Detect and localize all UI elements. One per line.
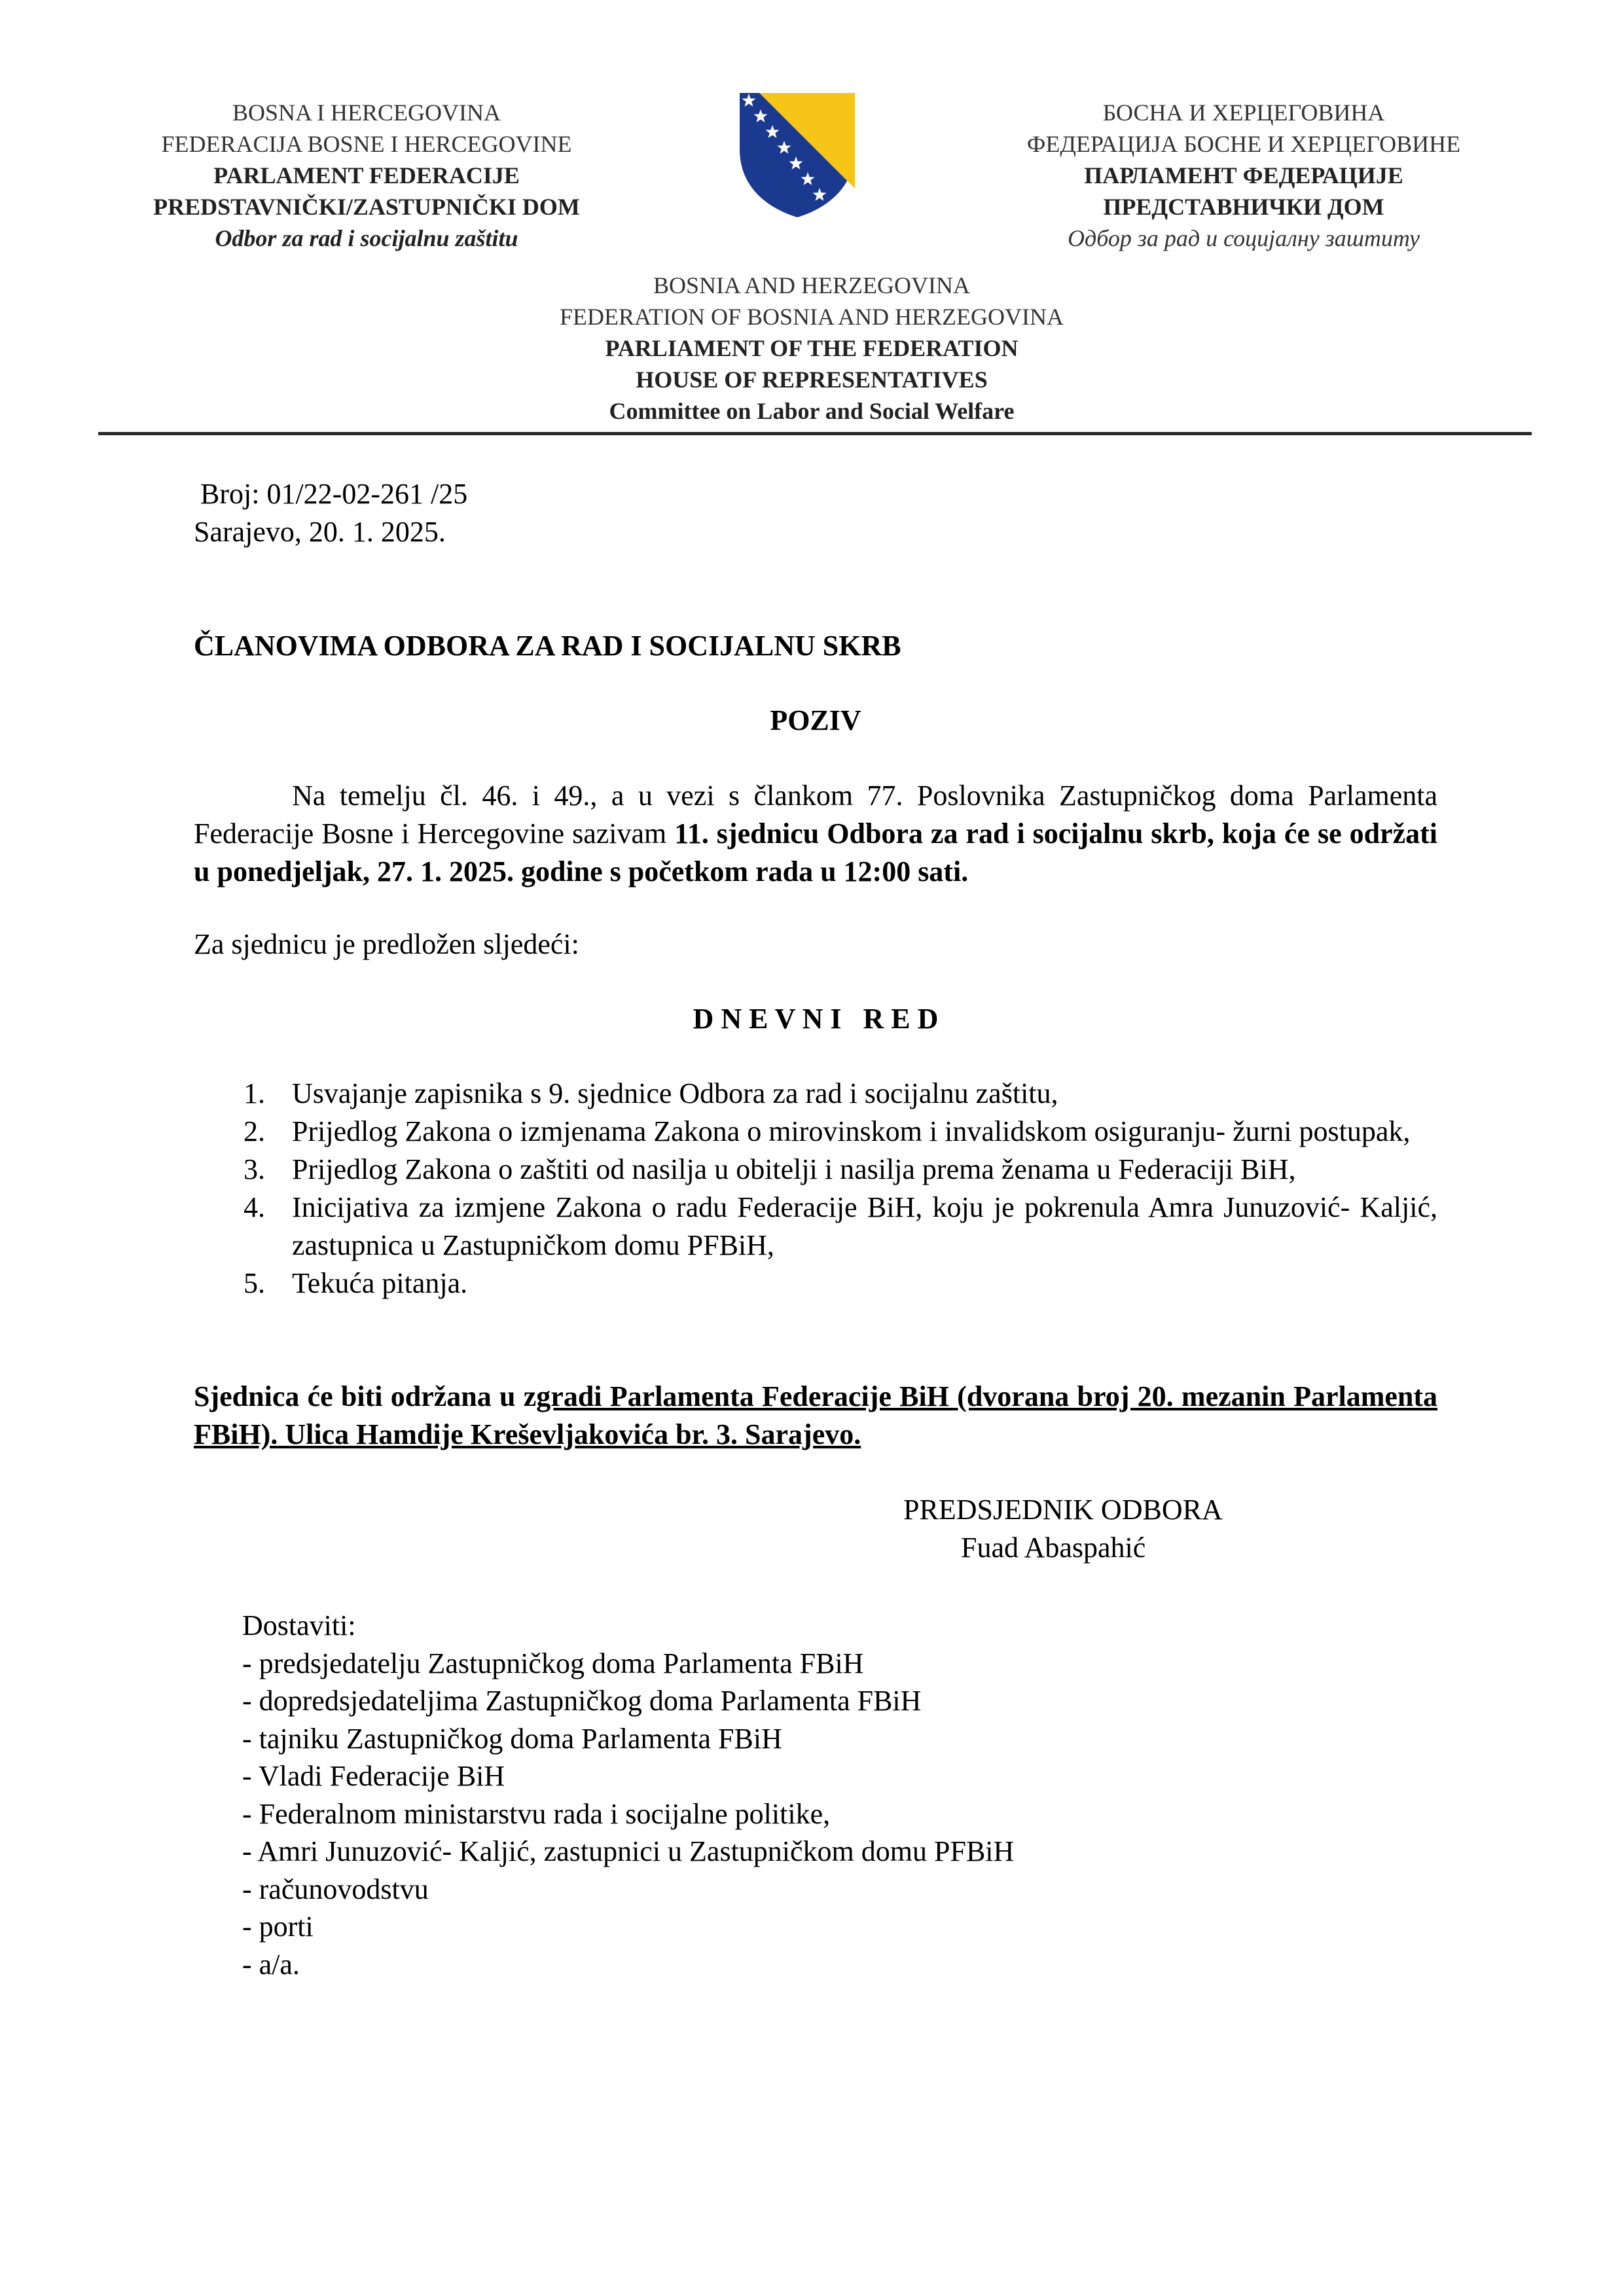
agenda-item-text: Tekuća pitanja. bbox=[292, 1267, 468, 1299]
agenda-item-number: 4. bbox=[244, 1191, 265, 1223]
letterhead-center bbox=[419, 270, 1204, 427]
header-divider bbox=[98, 432, 1532, 435]
coat-of-arms-icon bbox=[738, 92, 856, 219]
recipient-heading: ČLANOVIMA ODBORA ZA RAD I SOCIJALNU SKRB bbox=[194, 630, 901, 662]
letterhead-center-committee: Committee on Labor and Social Welfare bbox=[609, 398, 1015, 424]
venue-paragraph bbox=[194, 1378, 1437, 1454]
agenda-item-number: 5. bbox=[244, 1267, 265, 1299]
intro-text: Na temelju čl. 46. i 49., a u vezi s člankom 77. Poslovnika Zastupničkog doma Parlamenta Federacije Bosne i Hercegovine sazivam bbox=[194, 780, 1437, 850]
letterhead-right-line: БОСНА И ХЕРЦЕГОВИНА bbox=[1102, 99, 1385, 126]
distribution-item: - Amri Junuzović- Kaljić, zastupnici u Zastupničkom domu PFBiH bbox=[242, 1835, 1015, 1867]
agenda-item-text: Prijedlog Zakona o izmjenama Zakona o mirovinskom i invalidskom osiguranju- žurni postupak, bbox=[292, 1115, 1411, 1147]
letterhead-center-line: BOSNIA AND HERZEGOVINA bbox=[653, 272, 970, 298]
agenda-item bbox=[194, 1113, 1437, 1151]
agenda-item-number: 1. bbox=[244, 1077, 265, 1109]
document-title: POZIV bbox=[770, 704, 861, 736]
agenda-item-text: Prijedlog Zakona o zaštiti od nasilja u obitelji i nasilja prema ženama u Federaciji BiH, bbox=[292, 1153, 1296, 1185]
letterhead-left-committee: Odbor za rad i socijalnu zaštitu bbox=[215, 225, 518, 251]
distribution-title: Dostaviti: bbox=[242, 1609, 356, 1641]
place-date: Sarajevo, 20. 1. 2025. bbox=[194, 516, 446, 548]
agenda-item-number: 3. bbox=[244, 1153, 265, 1185]
letterhead-right-line: ФЕДЕРАЦИЈА БОСНЕ И ХЕРЦЕГОВИНЕ bbox=[1026, 131, 1461, 157]
letterhead-right-committee: Одбор за рад и социјалну заштиту bbox=[1067, 225, 1420, 251]
agenda-title: D N E V N I R E D bbox=[693, 1003, 939, 1035]
agenda-item-text: Usvajanje zapisnika s 9. sjednice Odbora za rad i socijalnu zaštitu, bbox=[292, 1077, 1058, 1109]
distribution-item: - predsjedatelju Zastupničkog doma Parlamenta FBiH bbox=[242, 1647, 864, 1679]
letterhead-left-line: PREDSTAVNIČKI/ZASTUPNIČKI DOM bbox=[153, 194, 580, 220]
venue-address: gradi Parlamenta Federacije BiH (dvorana broj 20. mezanin Parlamenta FBiH). Ulica Hamdije Kreševljakovića br. 3. Sarajevo. bbox=[194, 1380, 1438, 1450]
agenda-item bbox=[194, 1189, 1437, 1265]
agenda-item-text: Inicijativa za izmjene Zakona o radu Federacije BiH, koju je pokrenula Amra Junuzović- Kaljić, zastupnica u Zastupničkom domu PFBiH, bbox=[292, 1191, 1437, 1261]
signature-name: Fuad Abaspahić bbox=[961, 1532, 1146, 1564]
agenda-item bbox=[194, 1265, 1437, 1302]
letterhead-right bbox=[949, 97, 1538, 254]
letterhead-center-line: HOUSE OF REPRESENTATIVES bbox=[636, 367, 988, 393]
distribution-item: - Federalnom ministarstvu rada i socijalne politike, bbox=[242, 1797, 831, 1830]
letterhead-center-line: PARLIAMENT OF THE FEDERATION bbox=[605, 335, 1019, 361]
distribution-list bbox=[242, 1607, 1014, 1983]
proposed-line: Za sjednicu je predložen sljedeći: bbox=[194, 928, 579, 960]
distribution-item: - računovodstvu bbox=[242, 1873, 429, 1905]
letterhead-center-line: FEDERATION OF BOSNIA AND HERZEGOVINA bbox=[559, 304, 1064, 330]
agenda-item bbox=[194, 1075, 1437, 1113]
intro-bold-text: 11. sjednicu Odbora za rad i socijalnu skrb, koja će se održati u ponedjeljak, 27. 1. 2025. godine s početkom rada u 12:00 sati. bbox=[194, 817, 1437, 888]
agenda-item-number: 2. bbox=[244, 1115, 265, 1147]
letterhead-right-line: ПАРЛАМЕНТ ФЕДЕРАЦИЈЕ bbox=[1084, 162, 1403, 188]
letterhead-left bbox=[98, 97, 635, 254]
distribution-item: - Vladi Federacije BiH bbox=[242, 1760, 505, 1792]
agenda-item bbox=[194, 1151, 1437, 1189]
letterhead-left-line: FEDERACIJA BOSNE I HERCEGOVINE bbox=[161, 131, 572, 157]
venue-text: Sjednica će biti održana u z bbox=[194, 1380, 537, 1412]
signature-title: PREDSJEDNIK ODBORA bbox=[903, 1494, 1223, 1526]
distribution-item: - a/a. bbox=[242, 1948, 300, 1981]
distribution-item: - tajniku Zastupničkog doma Parlamenta FBiH bbox=[242, 1722, 782, 1755]
distribution-item: - dopredsjedateljima Zastupničkog doma Parlamenta FBiH bbox=[242, 1685, 922, 1717]
distribution-item: - porti bbox=[242, 1910, 314, 1943]
intro-paragraph bbox=[194, 777, 1437, 891]
letterhead-left-line: BOSNA I HERCEGOVINA bbox=[232, 99, 501, 126]
document-number: Broj: 01/22-02-261 /25 bbox=[200, 478, 468, 510]
letterhead-right-line: ПРЕДСТАВНИЧКИ ДОМ bbox=[1103, 194, 1384, 220]
agenda-list bbox=[194, 1075, 1437, 1302]
letterhead-left-line: PARLAMENT FEDERACIJE bbox=[213, 162, 520, 188]
